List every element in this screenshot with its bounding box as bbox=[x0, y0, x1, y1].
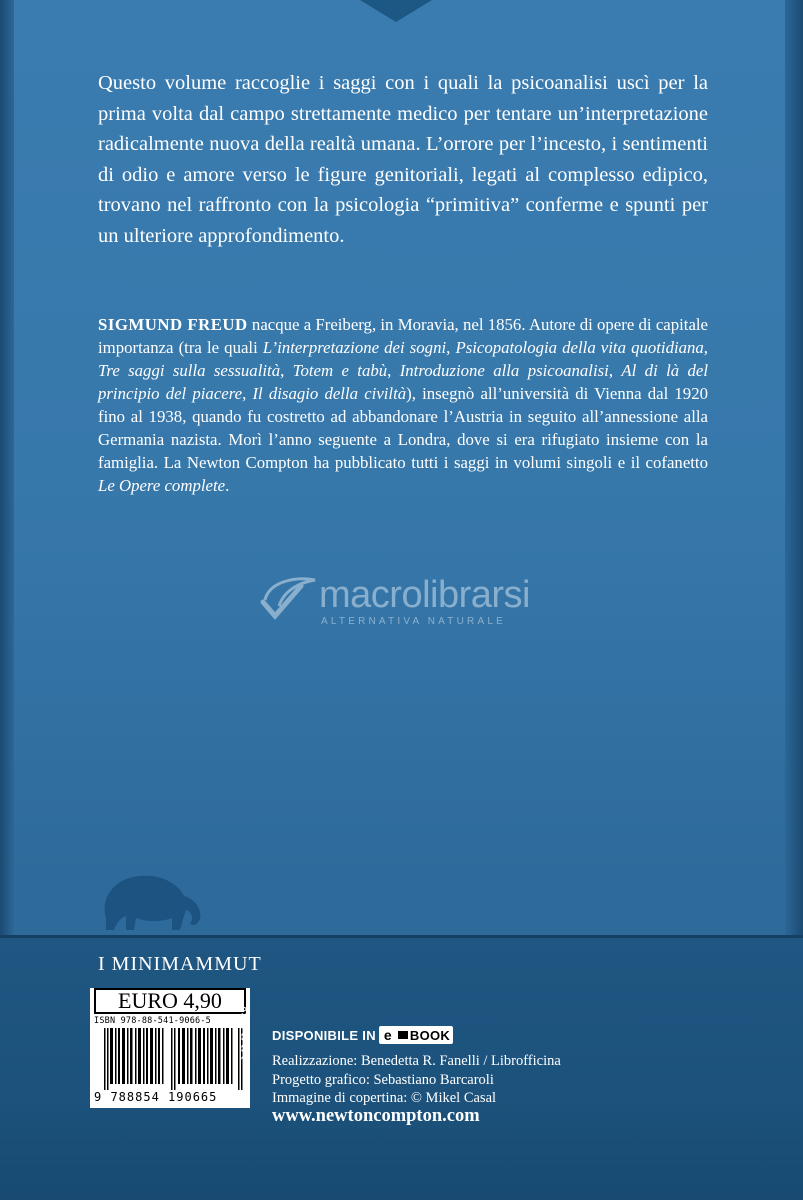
ebook-word: BOOK bbox=[409, 1027, 451, 1043]
catalog-code: MMM168 bbox=[238, 1005, 253, 1060]
macrolibrarsi-watermark bbox=[255, 572, 565, 632]
publisher-website: www.newtoncompton.com bbox=[272, 1106, 480, 1126]
watermark-tagline: ALTERNATIVA NATURALE bbox=[321, 616, 506, 627]
blurb-paragraph: Questo volume raccoglie i saggi con i quali la psicoanalisi uscì per la prima volta dal campo strettamente medico per tentare un’interpretazione radicalmente nuova della realtà umana. L’orrore per l’incesto, i sentimenti di odio e amore verso le figure genitoriali, legati al complesso edipico, trovano nel raffronto con la psicologia “primitiva” conferme e spunti per un ulteriore approfondimento. bbox=[98, 72, 708, 247]
work-title: Tre saggi sulla sessualità bbox=[98, 361, 281, 380]
credit-line: Realizzazione: Benedetta R. Fanelli / Librofficina bbox=[272, 1053, 561, 1069]
watermark-brand: macrolibrarsi bbox=[319, 574, 530, 616]
author-bio: SIGMUND FREUD nacque a Freiberg, in Moravia, nel 1856. Autore di opere di capitale importanza (tra le quali L’interpretazione dei sogni, Psicopatologia della vita quotidiana, Tre saggi sulla sessualità, Totem e tabù, Introduzione alla psicoanalisi, Al di là del principio del piacere, Il disagio della civiltà), insegnò all’università di Vienna dal 1920 fino al 1938, quando fu costretto ad abbandonare l’Austria in seguito all’annessione alla Germania nazista. Morì l’anno seguente a Londra, dove si era rifugiato insieme con la famiglia. La Newton Compton ha pubblicato tutti i saggi in volumi singoli e il cofanetto Le Opere complete. bbox=[98, 315, 709, 495]
barcode-sticker bbox=[90, 988, 250, 1108]
work-title: Al di là del principio del piacere bbox=[98, 361, 709, 403]
barcode-digits: 9 788854 190665 bbox=[94, 1090, 218, 1104]
work-title: Introduzione alla psicoanalisi bbox=[399, 361, 609, 380]
work-title: Totem e tabù bbox=[292, 361, 388, 380]
author-name: SIGMUND FREUD bbox=[98, 315, 248, 334]
top-ribbon-notch bbox=[360, 0, 432, 22]
series-name: I MINIMAMMUT bbox=[98, 953, 262, 975]
ebook-badge bbox=[379, 1026, 453, 1044]
collection-title: Le Opere complete bbox=[98, 476, 226, 495]
credits bbox=[272, 1052, 561, 1108]
availability-label: DISPONIBILE IN bbox=[272, 1027, 376, 1043]
price-label: EURO 4,90 bbox=[94, 988, 246, 1014]
leaf-check-icon bbox=[255, 572, 319, 628]
credit-line: Immagine di copertina: © Mikel Casal bbox=[272, 1090, 497, 1106]
work-title: L’interpretazione dei sogni bbox=[262, 338, 447, 357]
credit-line: Progetto grafico: Sebastiano Barcaroli bbox=[272, 1071, 494, 1088]
isbn-label: ISBN 978-88-541-9066-5 bbox=[94, 1016, 211, 1026]
ebook-e-icon: e bbox=[379, 1026, 397, 1044]
work-title: Il disagio della civiltà bbox=[252, 384, 407, 403]
mammoth-logo-icon bbox=[92, 868, 210, 938]
ebook-availability bbox=[272, 1026, 453, 1044]
barcode-icon bbox=[104, 1028, 244, 1090]
work-title: Psicopatologia della vita quotidiana bbox=[455, 338, 704, 357]
